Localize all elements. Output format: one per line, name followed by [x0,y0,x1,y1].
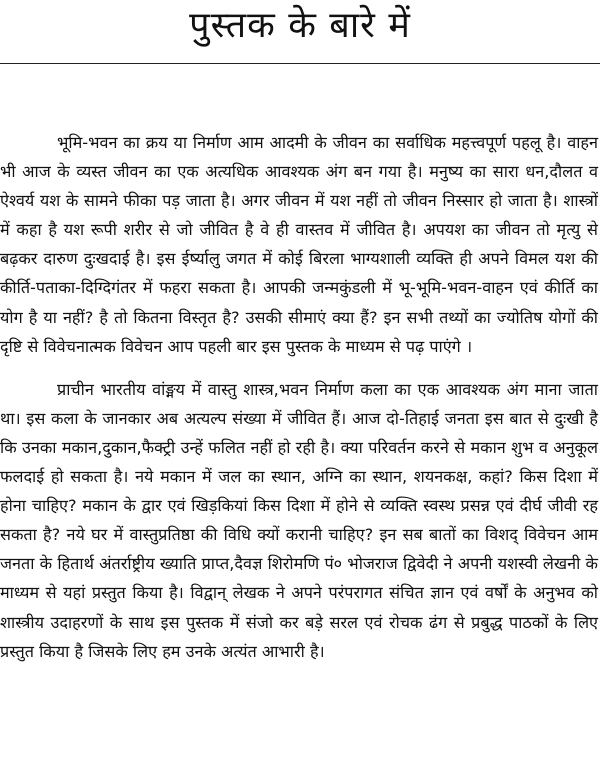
page-title: पुस्तक के बारे में [189,5,411,46]
paragraph-2: प्राचीन भारतीय वांङ्मय में वास्तु शास्त्र,भवन निर्माण कला का एक आवश्यक अंग माना जाता था। इस कला के जानकार अब अत्यल्प संख्या में जीवित हैं। आज दो-तिहाई जनता इस बात से दुःखी है कि उनका मकान,दुकान,फैक्ट्री उन्हें फलित नहीं हो रही है। क्या परिवर्तन करने से मकान शुभ व अनुकूल फलदाई हो सकता है। नये मकान में जल का स्थान, अग्नि का स्थान, शयनकक्ष, कहां? किस दिशा में होना चाहिए? मकान के द्वार एवं खिड़कियां किस दिशा में होने से व्यक्ति स्वस्थ प्रसन्न एवं दीर्घ जीवी रह सकता है? नये घर में वास्तुप्रतिष्ठा की विधि क्यों करानी चाहिए? इन सब बातों का विशद् विवेचन आम जनता के हितार्थ अंतर्राष्ट्रीय ख्याति प्राप्त,दैवज्ञ शिरोमणि पं० भोजराज द्विवेदी ने अपनी यशस्वी लेखनी के माध्यम से यहां प्रस्तुत किया है। विद्वान् लेखक ने अपने परंपरागत संचित ज्ञान एवं वर्षों के अनुभव को शास्त्रीय उदाहरणों के साथ इस पुस्तक में संजो कर बड़े सरल एवं रोचक ढंग से प्रबुद्ध पाठकों के लिए प्रस्तुत किया है जिसके लिए हम उनके अत्यंत आभारी है। [0,379,598,661]
page-body [0,128,600,680]
paragraph-1: भूमि-भवन का क्रय या निर्माण आम आदमी के जीवन का सर्वाधिक महत्त्वपूर्ण पहलू है। वाहन भी आज के व्यस्त जीवन का एक अत्यधिक आवश्यक अंग बन गया है। मनुष्य का सारा धन,दौलत व ऐश्वर्य यश के सामने फीका पड़ जाता है। अगर जीवन में यश नहीं तो जीवन निस्सार हो जाता है। शास्त्रों में कहा है यश रूपी शरीर से जो जीवित है वे ही वास्तव में जीवित है। अपयश का जीवन तो मृत्यु से बढ़कर दारुण दुःखदाई है। इस ईर्ष्यालु जगत में कोई बिरला भाग्यशाली व्यक्ति ही अपने विमल यश की कीर्ति-पताका-दिग्दिगंतर में फहरा सकता है। आपकी जन्मकुंडली में भू-भूमि-भवन-वाहन एवं कीर्ति का योग है या नहीं? है तो कितना विस्तृत है? उसकी सीमाएं क्या हैं? इन सभी तथ्यों का ज्योतिष योगों की दृष्टि से विवेचनात्मक विवेचन आप पहली बार इस पुस्तक के माध्यम से पढ़ पाएंगे । [0,133,598,356]
title-divider [0,63,600,64]
